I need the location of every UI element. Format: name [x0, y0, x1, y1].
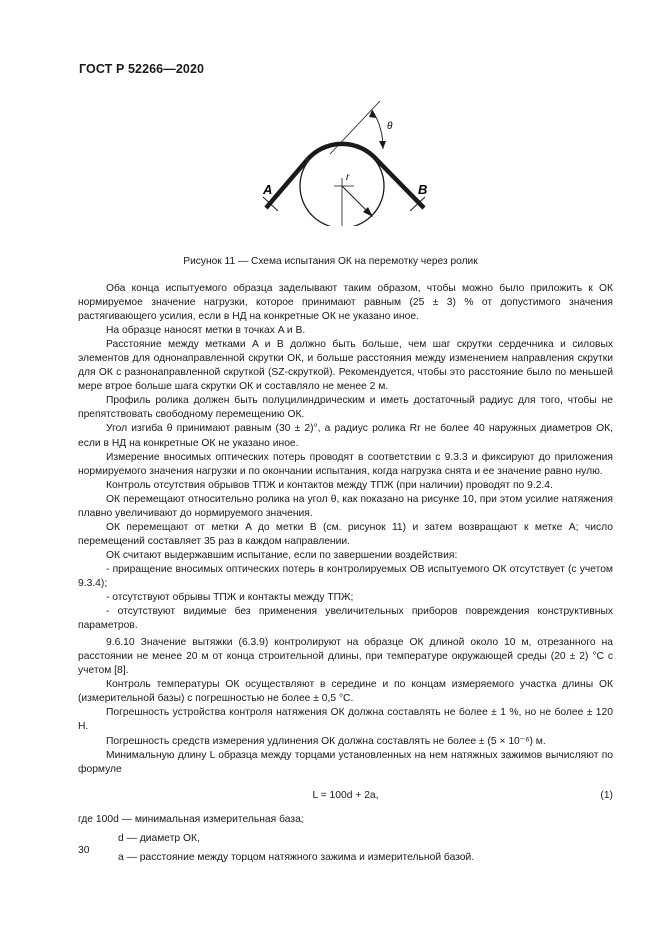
label-r: r	[346, 172, 350, 183]
where-item-a: a — расстояние между торцом натяжного зажима и измерительной базой.	[118, 851, 475, 863]
paragraph-11: Контроль температуры ОК осуществляют в середине и по концам измеряемого участка длины ОК (измерительной базы) с погрешностью не более ± 0,5 °С.	[78, 679, 613, 705]
paragraph-3: Расстояние между метками A и B должно быть больше, чем шаг скрутки сердечника и силовых элементов для однонаправленной скрутки ОК, и больше расстояния между изменением направления скрутки для ОК с разнонаправленной скруткой (SZ-скруткой). Рекомендуется, чтобы это расстояние было по меньшей мере втрое больше шага скрутки ОК и составляло не менее 2 м.	[78, 339, 613, 393]
paragraph-10: ОК считают выдержавшим испытание, если по завершении воздействия:	[106, 549, 458, 561]
where-intro: где 100d — минимальная измерительная база;	[78, 813, 304, 825]
label-theta: θ	[387, 121, 393, 132]
paragraph-1: Оба конца испытуемого образца заделывают таким образом, чтобы можно было приложить к ОК нормируемое значение нагрузки, которое принимают равным (25 ± 3) % от допустимого значения растягивающего усилия, если в НД на конкретные ОК не указано иное.	[78, 283, 613, 323]
figure-roller-test	[230, 96, 440, 231]
formula-1	[78, 785, 613, 807]
paragraph-5: Угол изгиба θ принимают равным (30 ± 2)°, а радиус ролика Rr не более 40 наружных диаметров ОК, если в НД на конкретные ОК не указано иное.	[78, 423, 613, 449]
paragraph-13: Погрешность средств измерения удлинения ОК должна составлять не более ± (5 × 10⁻⁶) м.	[106, 735, 546, 747]
paragraph-4: Профиль ролика должен быть полуцилиндрическим и иметь достаточный радиус для того, чтобы не препятствовать свободному перемещению ОК.	[78, 395, 613, 421]
label-b: B	[418, 182, 428, 197]
document-body	[78, 282, 613, 865]
paragraph-2: На образце наносят метки в точках A и B.	[106, 325, 306, 337]
roller-diagram	[230, 96, 440, 226]
paragraph-12: Погрешность устройства контроля натяжения ОК должна составлять не более ± 1 %, но не более ± 120 Н.	[78, 707, 613, 733]
label-a: A	[263, 182, 273, 197]
paragraph-section-9-6-10: 9.6.10 Значение вытяжки (6.3.9) контролируют на образце ОК длиной около 10 м, отрезанного на расстоянии не менее 20 м от конца строительной длины, при температуре окружающей среды (20 ± 2) °С с учетом [8].	[78, 637, 613, 677]
where-item-d: d — диаметр ОК,	[118, 832, 200, 844]
list-item-2: - отсутствуют обрывы ТПЖ и контакты между ТПЖ;	[106, 592, 354, 604]
figure-caption: Рисунок 11 — Схема испытания ОК на перемотку через ролик	[183, 256, 478, 267]
list-item-3: - отсутствуют видимые без применения увеличительных приборов повреждения конструктивных параметров.	[78, 606, 613, 632]
paragraph-7: Контроль отсутствия обрывов ТПЖ и контактов между ТПЖ (при наличии) проводят по 9.2.4.	[106, 479, 553, 491]
list-item-1: - приращение вносимых оптических потерь в контролируемых ОВ испытуемого ОК отсутствует (с учетом 9.3.4);	[78, 563, 613, 589]
page-number: 30	[78, 845, 90, 856]
paragraph-6: Измерение вносимых оптических потерь проводят в соответствии с 9.3.3 и фиксируют до приложения нормируемого значения нагрузки и по окончании испытания, когда нагрузка снята и ее значение равно нулю.	[78, 451, 613, 477]
paragraph-9: ОК перемещают от метки A до метки B (см. рисунок 11) и затем возвращают к метке A; число перемещений составляет 35 раз в каждом направлении.	[78, 521, 613, 547]
paragraph-14: Минимальную длину L образца между торцами установленных на нем натяжных зажимов вычисляют по формуле	[78, 749, 613, 775]
angle-arrow-bottom	[379, 141, 386, 149]
formula-number: (1)	[600, 789, 613, 801]
document-header: ГОСТ Р 52266—2020	[79, 62, 205, 76]
paragraph-8: ОК перемещают относительно ролика на угол θ, как показано на рисунке 10, при этом усилие натяжения плавно увеличивают до нормируемого значения.	[78, 493, 613, 519]
formula-text: L = 100d + 2a,	[312, 789, 379, 801]
cable-arc	[307, 144, 377, 160]
